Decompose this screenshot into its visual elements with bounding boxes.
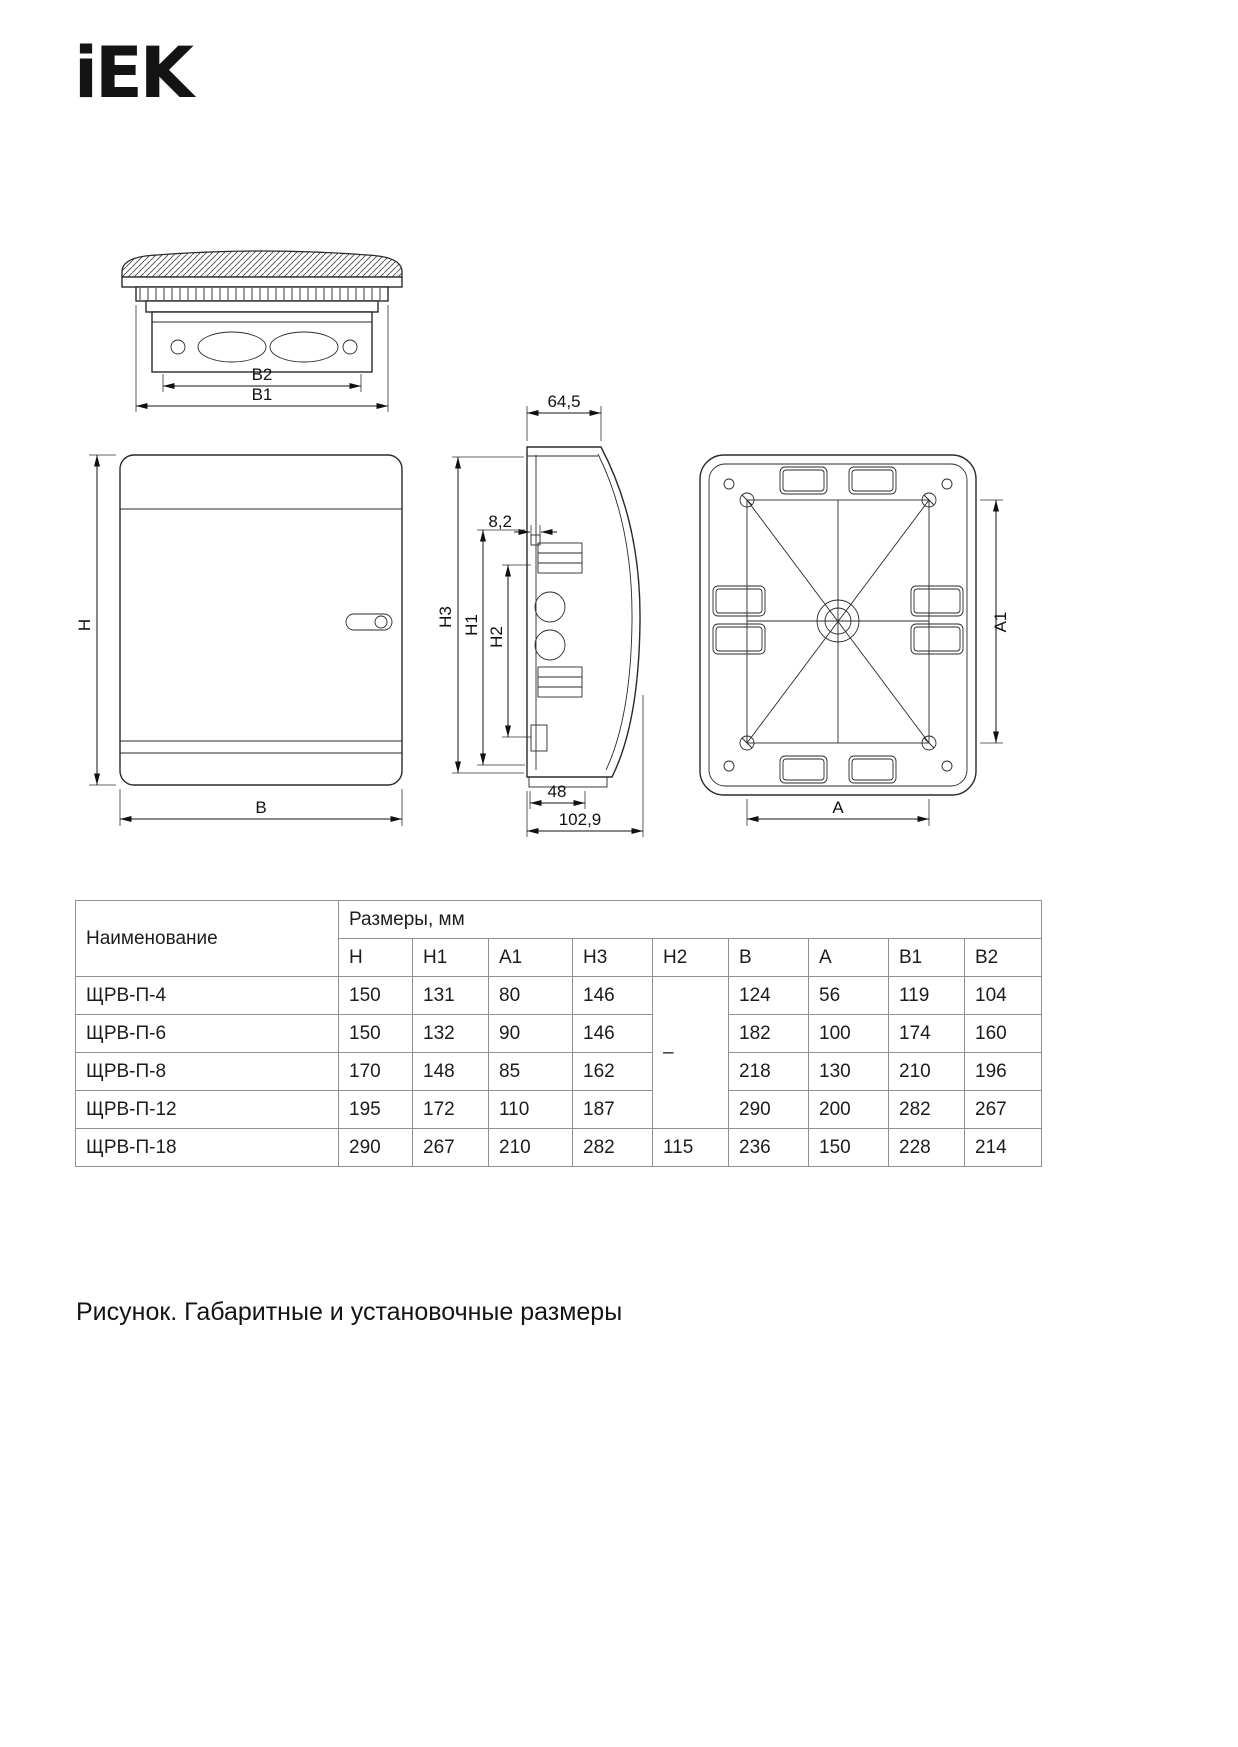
dim-cell: 104 — [965, 977, 1042, 1015]
dim-cell: 146 — [573, 977, 653, 1015]
dim-cell: 200 — [809, 1091, 889, 1129]
dim-cell: 80 — [489, 977, 573, 1015]
dim-label-a1: A1 — [991, 611, 1010, 633]
figure-caption: Рисунок. Габаритные и установочные размеры — [76, 1298, 623, 1326]
dim-label-h: H — [75, 618, 94, 632]
dim-cell: 187 — [573, 1091, 653, 1129]
dim-cell: 267 — [965, 1091, 1042, 1129]
table-row — [76, 1129, 1042, 1167]
enclosure-lid-top — [122, 251, 402, 277]
dim-label-a: A — [832, 798, 844, 817]
dim-label-8-2: 8,2 — [488, 512, 512, 531]
dim-cell: 124 — [729, 977, 809, 1015]
dim-cell: 150 — [809, 1129, 889, 1167]
dim-cell: 162 — [573, 1053, 653, 1091]
dim-label-h2: H2 — [487, 626, 506, 648]
dim-cell: 218 — [729, 1053, 809, 1091]
dim-label-h3: H3 — [436, 606, 455, 628]
dim-cell: 290 — [339, 1129, 413, 1167]
product-name-cell: ЩРВ-П-4 — [76, 977, 339, 1015]
table-row — [76, 1091, 1042, 1129]
header-name: Наименование — [76, 901, 339, 977]
dimension-b — [120, 789, 402, 826]
dimension-a1 — [980, 500, 1010, 743]
dimension-drawings — [0, 225, 1238, 885]
table-row — [76, 1015, 1042, 1053]
dim-label-b1: B1 — [251, 385, 273, 404]
dim-cell-h2-merged: – — [653, 977, 729, 1129]
dim-cell: 170 — [339, 1053, 413, 1091]
col-header-h: Н — [339, 939, 413, 977]
product-name-cell: ЩРВ-П-18 — [76, 1129, 339, 1167]
dim-cell: 131 — [413, 977, 489, 1015]
front-view-drawing — [75, 455, 402, 826]
lid-edge — [122, 277, 402, 287]
dimensions-table — [75, 900, 1042, 1167]
dim-cell: 119 — [889, 977, 965, 1015]
dim-cell: 150 — [339, 977, 413, 1015]
dim-cell: 282 — [889, 1091, 965, 1129]
dim-cell: 85 — [489, 1053, 573, 1091]
col-header-b: В — [729, 939, 809, 977]
dim-cell: 236 — [729, 1129, 809, 1167]
body-back — [152, 312, 372, 372]
dim-cell: 267 — [413, 1129, 489, 1167]
col-header-b2: В2 — [965, 939, 1042, 977]
col-header-h3: Н3 — [573, 939, 653, 977]
dim-label-48: 48 — [547, 782, 567, 801]
back-view-drawing — [700, 455, 1010, 826]
dimension-h — [75, 455, 116, 785]
col-header-h2: Н2 — [653, 939, 729, 977]
dim-cell: 196 — [965, 1053, 1042, 1091]
dim-cell: 228 — [889, 1129, 965, 1167]
dim-cell: 172 — [413, 1091, 489, 1129]
dim-cell: 90 — [489, 1015, 573, 1053]
table-row — [76, 977, 1042, 1015]
col-header-a: А — [809, 939, 889, 977]
col-header-a1: А1 — [489, 939, 573, 977]
dim-cell: 182 — [729, 1015, 809, 1053]
iek-logo: iEK — [74, 32, 192, 114]
col-header-b1: В1 — [889, 939, 965, 977]
dim-cell: 290 — [729, 1091, 809, 1129]
dim-label-64-5: 64,5 — [547, 392, 581, 411]
dim-cell: 150 — [339, 1015, 413, 1053]
enclosure-front — [120, 455, 402, 785]
product-name-cell: ЩРВ-П-12 — [76, 1091, 339, 1129]
table-header-row-1 — [76, 901, 1042, 939]
product-name-cell: ЩРВ-П-6 — [76, 1015, 339, 1053]
side-view-drawing — [436, 392, 643, 837]
header-sizes-group: Размеры, мм — [339, 901, 1042, 939]
dim-cell: 130 — [809, 1053, 889, 1091]
product-name-cell: ЩРВ-П-8 — [76, 1053, 339, 1091]
dim-label-102-9: 102,9 — [558, 810, 602, 829]
dim-cell: 210 — [889, 1053, 965, 1091]
dim-cell: 160 — [965, 1015, 1042, 1053]
col-header-h1: Н1 — [413, 939, 489, 977]
dim-cell: 146 — [573, 1015, 653, 1053]
enclosure-side-profile — [527, 447, 640, 777]
top-view-drawing — [122, 251, 402, 412]
dim-cell: 282 — [573, 1129, 653, 1167]
dim-cell: 100 — [809, 1015, 889, 1053]
dim-cell: 148 — [413, 1053, 489, 1091]
dim-cell: 56 — [809, 977, 889, 1015]
dim-label-h1: H1 — [462, 614, 481, 636]
body-step — [146, 301, 378, 312]
dimension-48 — [530, 782, 585, 809]
base-plate — [529, 777, 607, 787]
dim-cell: 132 — [413, 1015, 489, 1053]
dimension-h2 — [487, 565, 531, 737]
dim-cell: 115 — [653, 1129, 729, 1167]
dim-label-b2: B2 — [251, 365, 273, 384]
dimension-64-5 — [527, 392, 601, 441]
dim-cell: 110 — [489, 1091, 573, 1129]
dim-cell: 210 — [489, 1129, 573, 1167]
dim-cell: 195 — [339, 1091, 413, 1129]
dim-cell: 214 — [965, 1129, 1042, 1167]
table-row — [76, 1053, 1042, 1091]
dimension-a — [747, 798, 929, 826]
dim-cell: 174 — [889, 1015, 965, 1053]
dim-label-b: B — [255, 798, 267, 817]
